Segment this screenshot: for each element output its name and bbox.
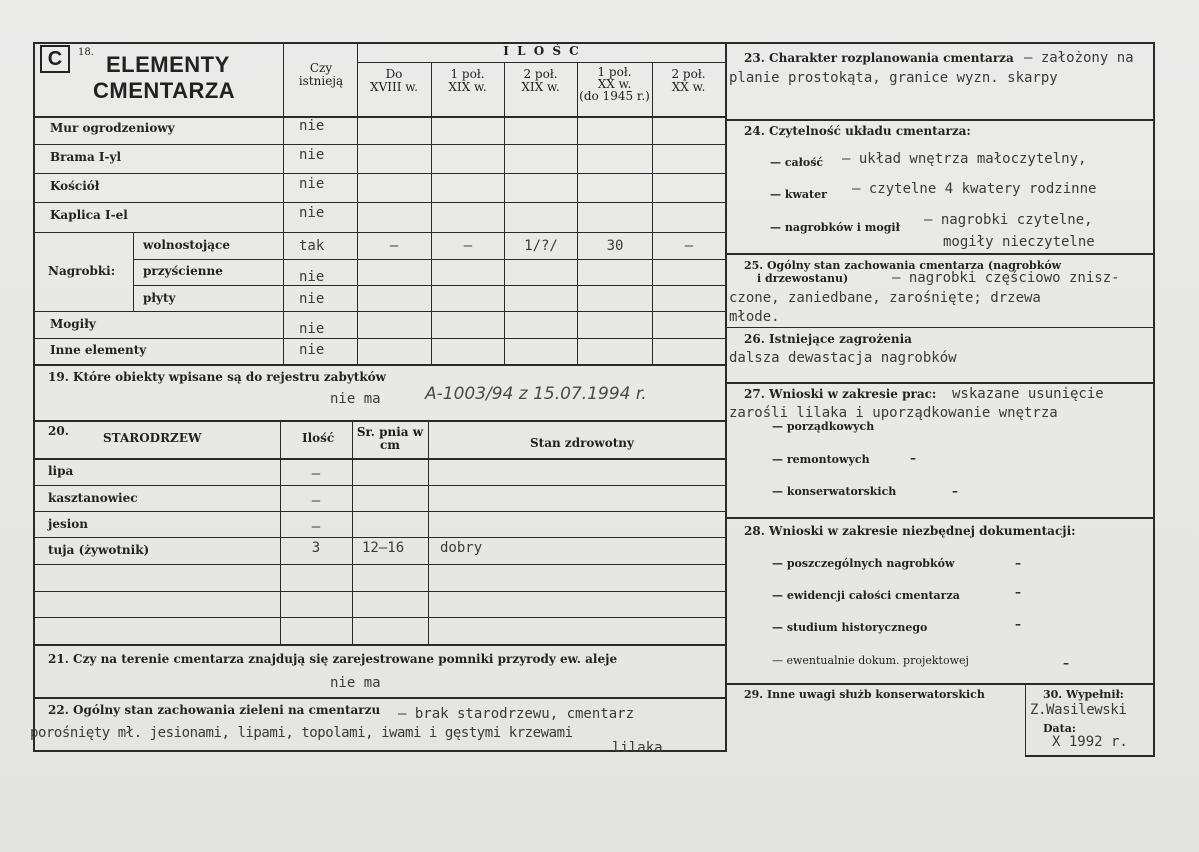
s28-item3-dash: – (1015, 617, 1021, 631)
rule (33, 173, 727, 174)
element-exists: nie (299, 205, 325, 221)
nagrobki-period-value: – (389, 238, 399, 254)
rule (725, 683, 1155, 685)
s24-kwater-label: — kwater (770, 188, 827, 201)
s27-value2: zarośli lilaka i uporządkowanie wnętrza (729, 405, 1058, 421)
element-exists: nie (299, 176, 325, 192)
s20-col-health: Stan zdrowotny (530, 436, 634, 450)
rule (725, 382, 1155, 384)
s24-calosc-value: – układ wnętrza małoczytelny, (842, 151, 1087, 167)
s24-kwater-value: – czytelne 4 kwatery rodzinne (852, 181, 1097, 197)
nagrobki-type-label: wolnostojące (143, 238, 230, 252)
tree-name: jesion (48, 517, 89, 531)
s27-item1: — porządkowych (772, 420, 875, 433)
rule (725, 42, 1155, 44)
s23-label: 23. Charakter rozplanowania cmentarza (744, 51, 1014, 65)
rule (33, 202, 727, 203)
s19-handwritten: A-1003/94 z 15.07.1994 r. (425, 384, 647, 404)
title-line1: ELEMENTY (106, 52, 230, 77)
rule (431, 62, 432, 364)
s30-name: Z.Wasilewski (1030, 702, 1127, 718)
section-letter: C (47, 48, 63, 70)
rule (725, 119, 1155, 121)
nagrobki-period-value: – (463, 238, 473, 254)
rule (1025, 683, 1026, 757)
col-exists-header: Czy istnieją (298, 61, 344, 88)
s24-nagrobkow-label: — nagrobków i mogił (770, 221, 900, 234)
s20-col-diam: Sr. pnia w cm (356, 425, 424, 452)
rule (33, 232, 727, 233)
section-letter-box (40, 45, 70, 73)
s20-title: STARODRZEW (103, 431, 202, 445)
rule (33, 537, 727, 538)
nagrobki-period-value: 30 (606, 238, 624, 254)
rule (33, 116, 727, 118)
period-header: Do XVIII w. (370, 67, 418, 94)
element-exists: nie (299, 147, 325, 163)
rule (1153, 42, 1155, 757)
period-header: 1 poł. XIX w. (448, 67, 487, 94)
element-label: Kościół (50, 179, 100, 193)
s30-date-label: Data: (1043, 722, 1076, 735)
s19-value: nie ma (330, 391, 381, 407)
rule (352, 420, 353, 644)
rule (33, 338, 727, 339)
tree-qty: – (311, 466, 321, 482)
rule (33, 511, 727, 512)
s19-label: 19. Które obiekty wpisane są do rejestru zabytków (48, 370, 386, 384)
s27-value1: wskazane usunięcie (952, 386, 1104, 402)
s22-line3: lilaka (612, 740, 663, 756)
s28-item2: — ewidencji całości cmentarza (772, 589, 960, 602)
s27-item3-dash: – (952, 484, 958, 498)
mogily-exists: nie (299, 321, 325, 337)
rule (33, 420, 727, 422)
rule (725, 327, 1155, 328)
rule (33, 644, 727, 646)
s21-value: nie ma (330, 675, 381, 691)
period-header: 1 poł. XX w. (do 1945 r.) (579, 65, 650, 103)
element-label: Mur ogrodzeniowy (50, 121, 175, 135)
nagrobki-exists: nie (299, 291, 325, 307)
s29-label: 29. Inne uwagi służb konserwatorskich (744, 688, 985, 701)
tree-qty: 3 (311, 540, 321, 556)
title-line2: CMENTARZA (93, 78, 236, 103)
s25-label1: 25. Ogólny stan zachowania cmentarza (nagrobków (744, 259, 1062, 272)
s28-item1-dash: – (1015, 556, 1021, 570)
nagrobki-type-label: płyty (143, 291, 176, 305)
nagrobki-exists: tak (299, 238, 325, 254)
s28-item4: — ewentualnie dokum. projektowej (772, 654, 969, 667)
s28-item3: — studium historycznego (772, 621, 928, 634)
ilosc-header: I L O Ś C (503, 44, 581, 58)
rule (33, 485, 727, 486)
rule (33, 364, 727, 366)
s25-label2: i drzewostanu) (757, 272, 849, 285)
s24-label: 24. Czytelność układu cmentarza: (744, 124, 971, 138)
rule (33, 144, 727, 145)
s26-value: dalsza dewastacja nagrobków (729, 350, 957, 366)
rule (504, 62, 505, 364)
tree-name: tuja (żywotnik) (48, 543, 150, 557)
s25-value3: młode. (729, 309, 780, 325)
s23-value2: planie prostokąta, granice wyzn. skarpy (729, 70, 1058, 86)
nagrobki-exists: nie (299, 269, 325, 285)
nagrobki-label: Nagrobki: (48, 264, 116, 278)
tree-health: dobry (440, 540, 483, 556)
rule (652, 62, 653, 364)
s25-value1: – nagrobki częściowo znisz- (892, 270, 1120, 286)
s27-item2: — remontowych (772, 453, 870, 466)
rule (1025, 755, 1155, 757)
rule (33, 458, 727, 460)
rule (725, 517, 1155, 519)
period-header: 2 poł. XX w. (671, 67, 706, 94)
s30-date-value: X 1992 r. (1052, 734, 1128, 750)
rule (428, 420, 429, 644)
s28-item2-dash: – (1015, 585, 1021, 599)
nagrobki-period-value: 1/?/ (524, 238, 558, 254)
element-exists: nie (299, 118, 325, 134)
rule (33, 42, 727, 44)
nagrobki-type-label: przyścienne (143, 264, 223, 278)
tree-name: kasztanowiec (48, 491, 138, 505)
section-number: 18. (78, 47, 94, 58)
s24-nagrobkow-value1: – nagrobki czytelne, (924, 212, 1093, 228)
s22-line2: porośnięty mł. jesionami, lipami, topolami, iwami i gęstymi krzewami (30, 725, 573, 741)
s25-value2: czone, zaniedbane, zarośnięte; drzewa (729, 290, 1041, 306)
s28-label: 28. Wnioski w zakresie niezbędnej dokumentacji: (744, 524, 1076, 538)
rule (725, 253, 1155, 255)
s24-calosc-label: — całość (770, 156, 824, 169)
rule (577, 62, 578, 364)
s27-item3: — konserwatorskich (772, 485, 897, 498)
nagrobki-period-value: – (684, 238, 694, 254)
element-label: Kaplica I-el (50, 208, 128, 222)
s21-label: 21. Czy na terenie cmentarza znajdują się zarejestrowane pomniki przyrody ew. aleje (48, 652, 618, 666)
rule (33, 591, 727, 592)
rule (133, 285, 727, 286)
rule (33, 697, 727, 699)
tree-qty: – (311, 519, 321, 535)
s27-item2-dash: – (910, 451, 916, 465)
s20-number: 20. (48, 424, 69, 438)
tree-qty: – (311, 493, 321, 509)
rule (133, 259, 727, 260)
rule (133, 232, 134, 311)
s27-label: 27. Wnioski w zakresie prac: (744, 387, 937, 401)
s23-value1: – założony na (1024, 50, 1134, 66)
tree-diam: 12–16 (362, 540, 405, 556)
rule (357, 62, 727, 63)
s24-nagrobkow-value2: mogiły nieczytelne (943, 234, 1095, 250)
s22-label: 22. Ogólny stan zachowania zieleni na cmentarzu (48, 703, 381, 717)
rule (33, 564, 727, 565)
inne-label: Inne elementy (50, 343, 147, 357)
period-header: 2 poł. XIX w. (521, 67, 560, 94)
s22-line1: – brak starodrzewu, cmentarz (398, 706, 635, 722)
s26-label: 26. Istniejące zagrożenia (744, 332, 912, 346)
s20-col-qty: Ilość (302, 431, 335, 445)
rule (33, 311, 727, 312)
tree-name: lipa (48, 464, 74, 478)
s28-item1: — poszczególnych nagrobków (772, 557, 955, 570)
s28-item4-dash: – (1063, 656, 1069, 670)
inne-exists: nie (299, 342, 325, 358)
s30-label: 30. Wypełnił: (1043, 688, 1124, 701)
rule (33, 617, 727, 618)
element-label: Brama I-yl (50, 150, 122, 164)
rule (283, 42, 284, 364)
mogily-label: Mogiły (50, 317, 96, 331)
